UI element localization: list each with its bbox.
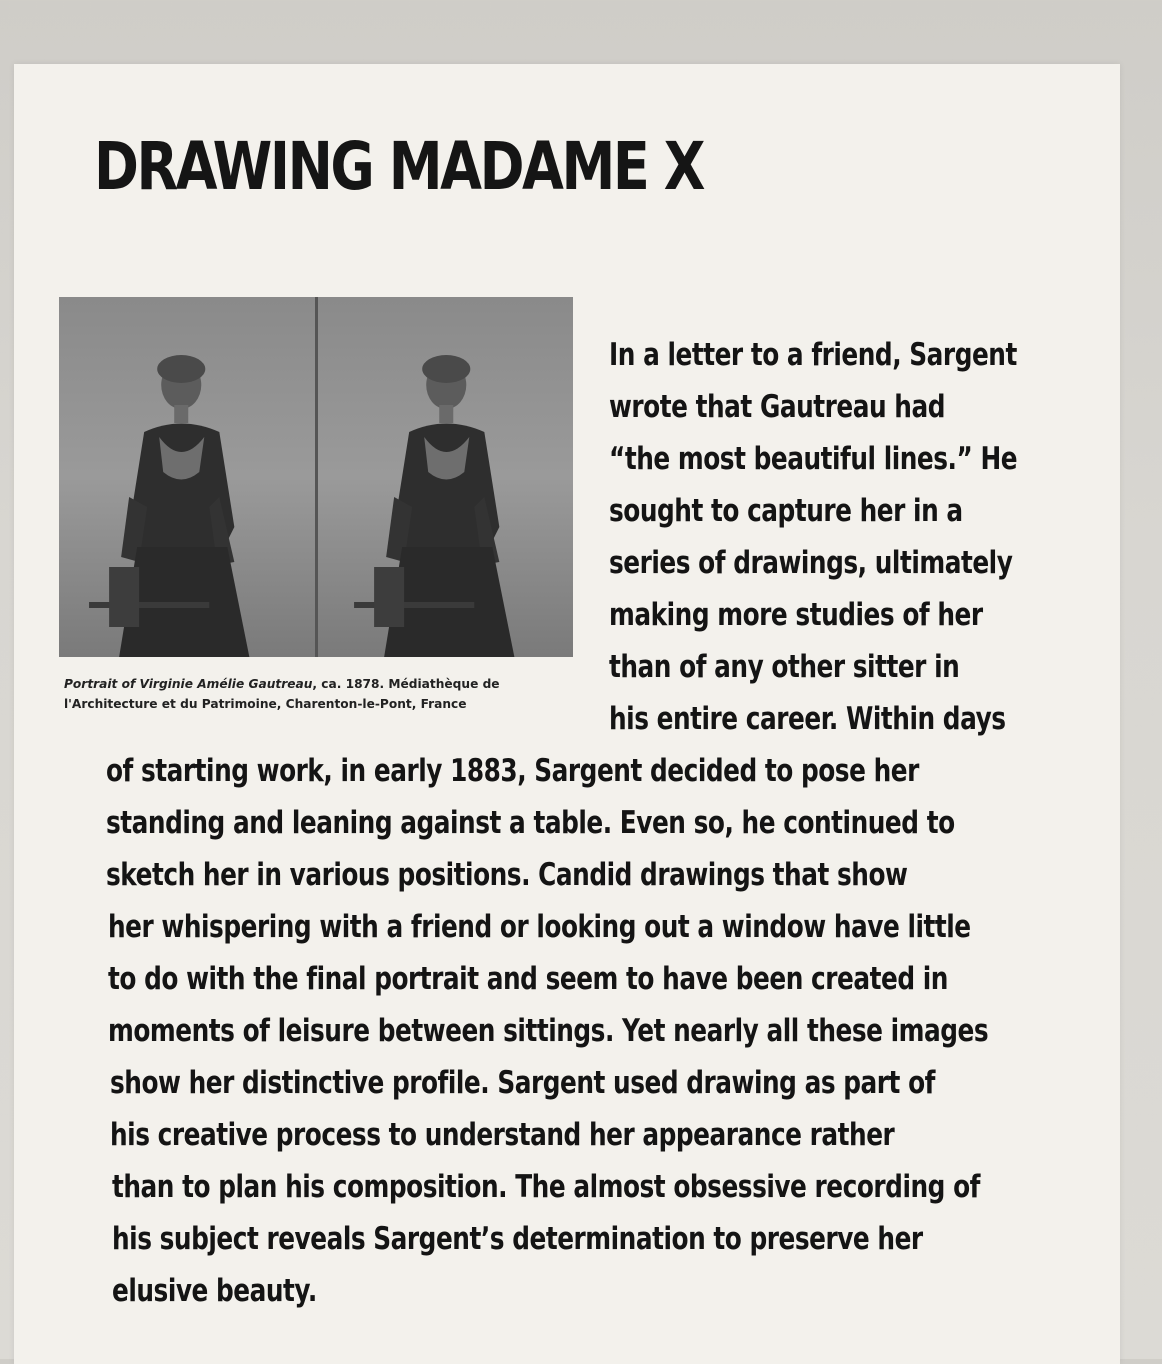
woman-portrait-figure-icon bbox=[59, 297, 315, 657]
body-line: to do with the final portrait and seem to have been created in bbox=[108, 961, 948, 997]
body-line: than of any other sitter in bbox=[609, 649, 960, 685]
body-line: his subject reveals Sargent’s determination to preserve her bbox=[112, 1221, 923, 1257]
caption-line-1-rest: , ca. 1878. Médiathèque de bbox=[312, 677, 500, 691]
portrait-stereograph-photo bbox=[59, 297, 573, 657]
body-line: wrote that Gautreau had bbox=[609, 389, 946, 425]
body-line: show her distinctive profile. Sargent used drawing as part of bbox=[110, 1065, 935, 1101]
panel-title: DRAWING MADAME X bbox=[94, 128, 704, 205]
body-line: sketch her in various positions. Candid drawings that show bbox=[106, 857, 908, 893]
exhibit-wall-panel bbox=[14, 64, 1120, 1364]
body-line: his entire career. Within days bbox=[609, 701, 1006, 737]
body-line: elusive beauty. bbox=[112, 1273, 317, 1309]
photo-right-half bbox=[315, 297, 574, 657]
photo-left-half bbox=[59, 297, 315, 657]
body-line: In a letter to a friend, Sargent bbox=[609, 337, 1017, 373]
body-line: than to plan his composition. The almost obsessive recording of bbox=[112, 1169, 980, 1205]
body-line: her whispering with a friend or looking out a window have little bbox=[108, 909, 971, 945]
body-line: making more studies of her bbox=[609, 597, 983, 633]
body-line: series of drawings, ultimately bbox=[609, 545, 1013, 581]
body-line: “the most beautiful lines.” He bbox=[609, 441, 1018, 477]
body-line: moments of leisure between sittings. Yet nearly all these images bbox=[108, 1013, 989, 1049]
caption-line-2: l'Architecture et du Patrimoine, Charenton-le-Pont, France bbox=[64, 697, 467, 711]
caption-artwork-title: Portrait of Virginie Amélie Gautreau bbox=[64, 677, 313, 691]
photo-caption bbox=[64, 674, 534, 714]
body-line: standing and leaning against a table. Even so, he continued to bbox=[106, 805, 955, 841]
body-line: his creative process to understand her appearance rather bbox=[110, 1117, 895, 1153]
body-line: sought to capture her in a bbox=[609, 493, 963, 529]
caption-line-1 bbox=[64, 674, 534, 694]
woman-portrait-figure-icon bbox=[318, 297, 574, 657]
body-line: of starting work, in early 1883, Sargent decided to pose her bbox=[106, 753, 919, 789]
